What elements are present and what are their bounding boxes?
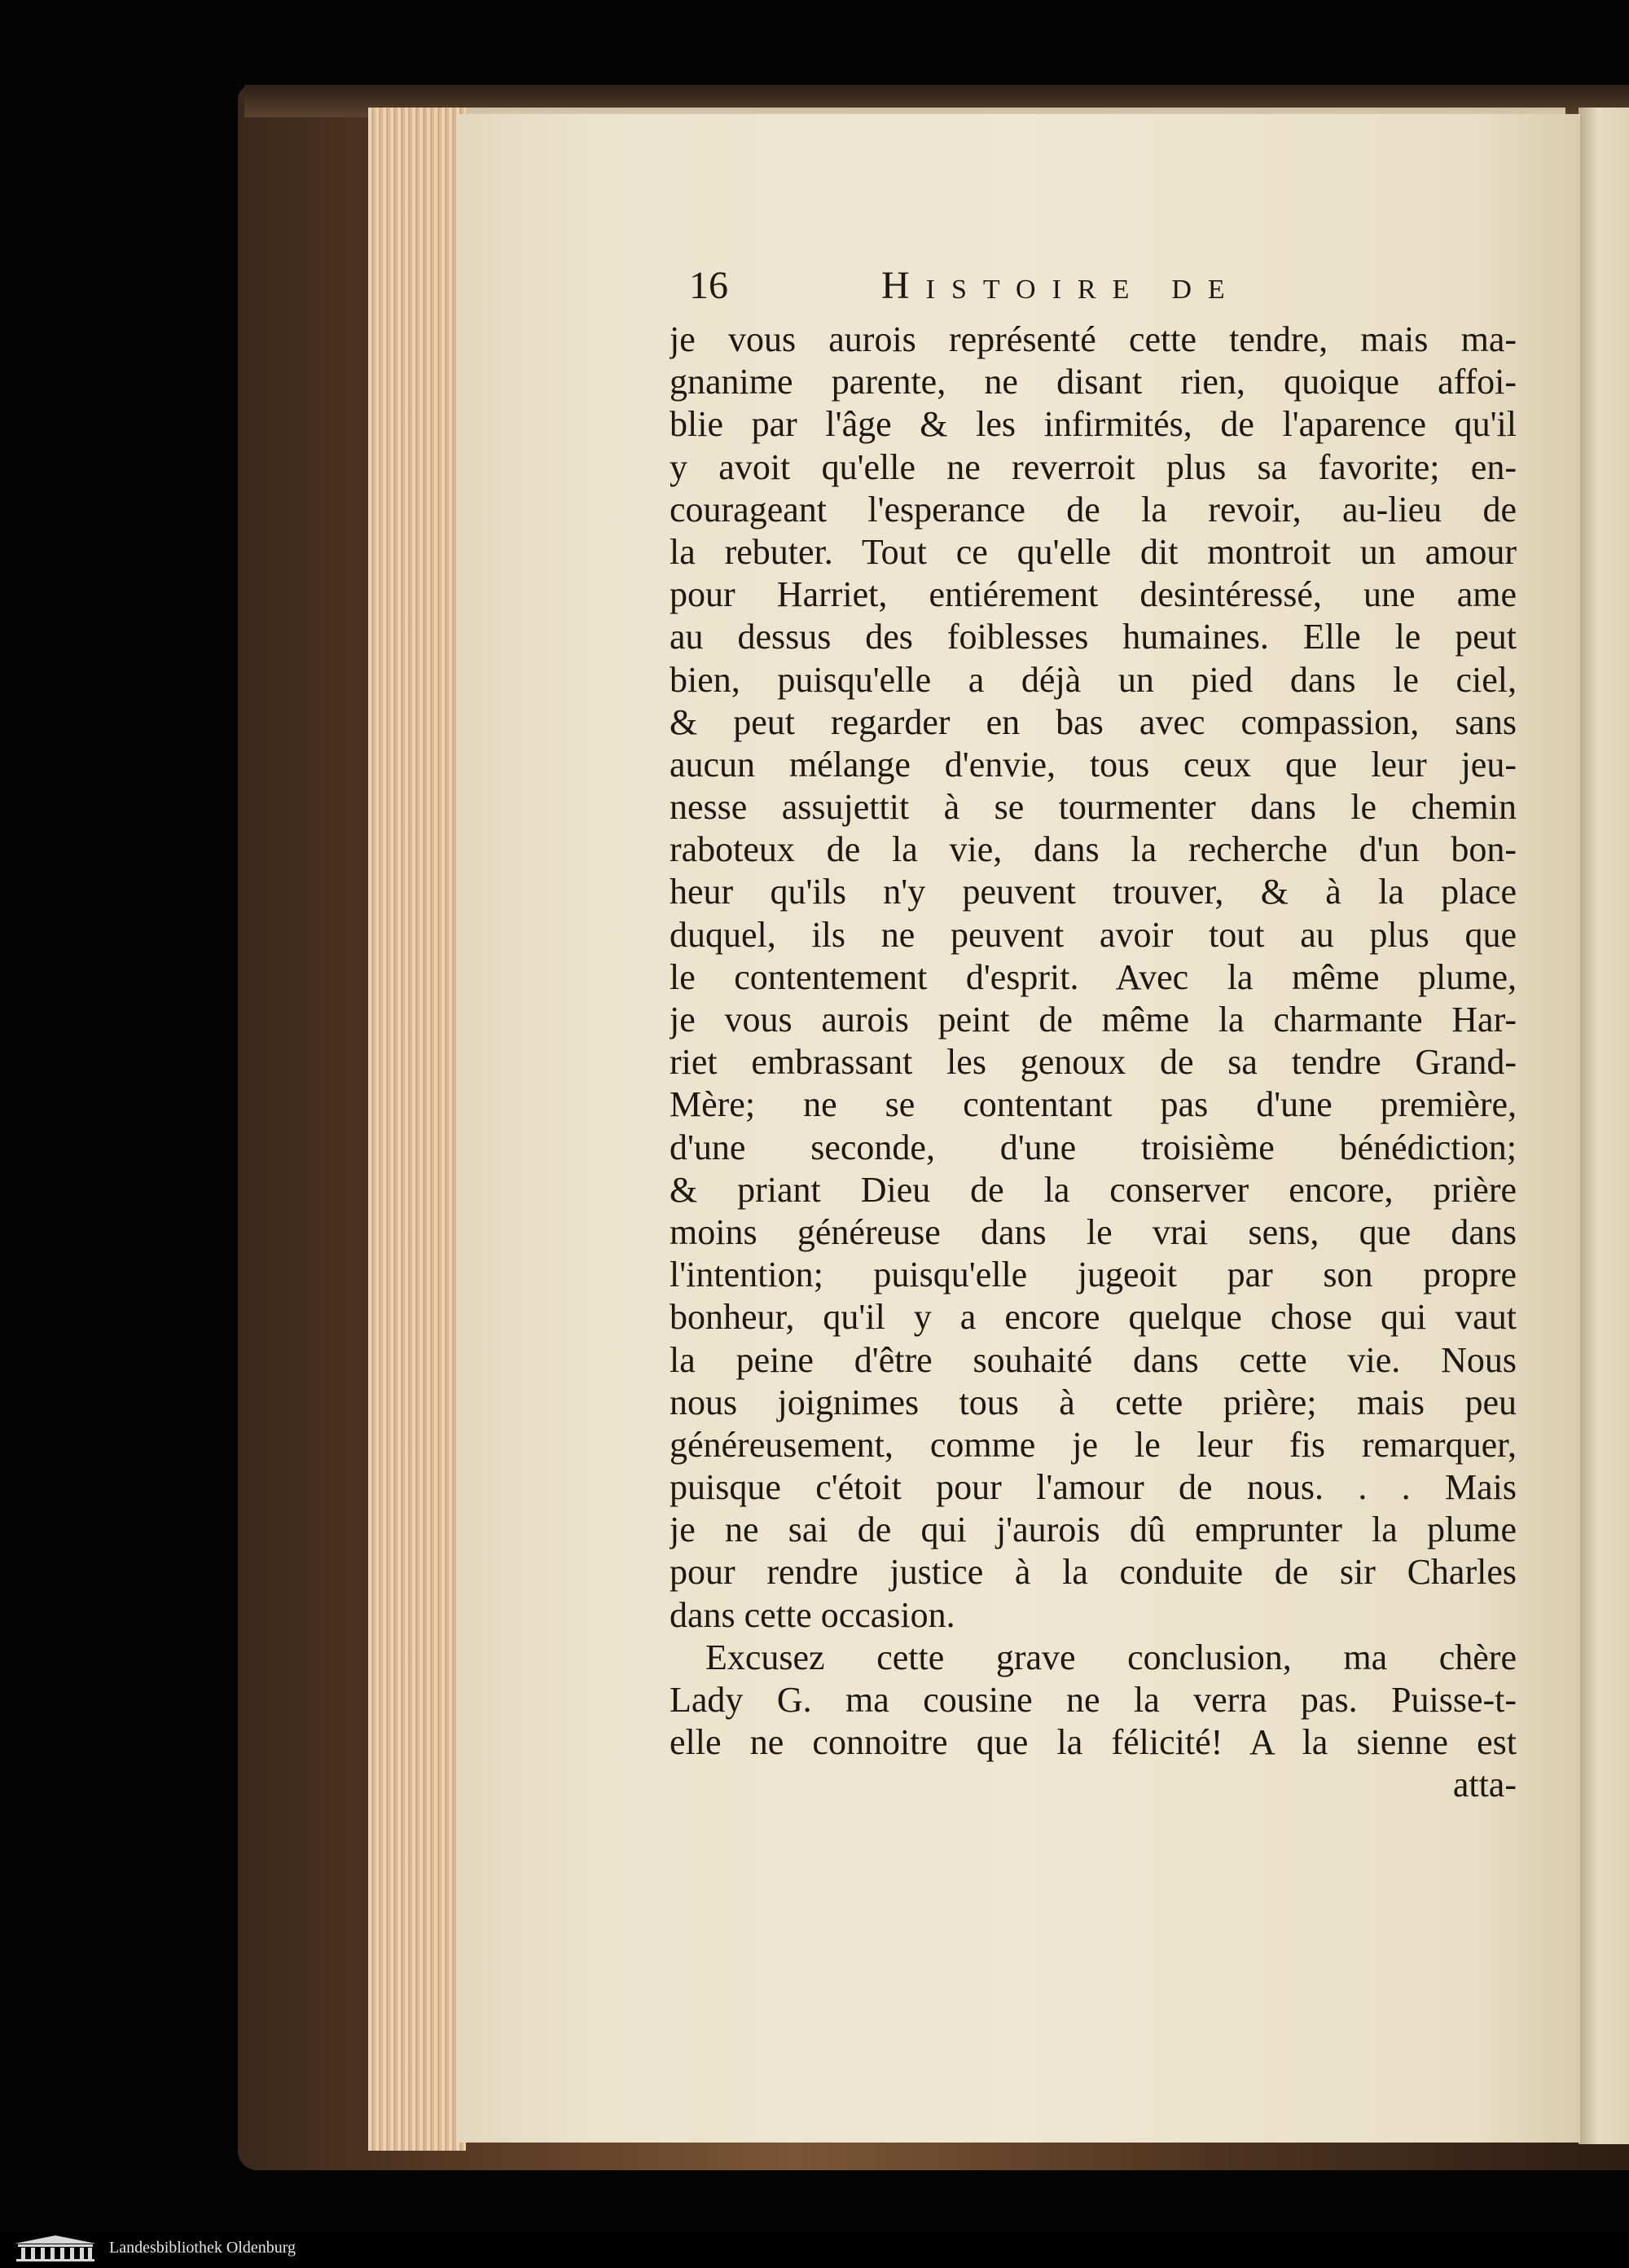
catchword: atta- [1452,1765,1517,1805]
text-line: pour Harriet, entiérement desintéressé, une ame [670,574,1517,615]
text-line: je vous aurois représenté cette tendre, mais ma- [670,319,1517,359]
library-name: Landesbibliothek Oldenburg [109,2239,296,2257]
text-line: y avoit qu'elle ne reverroit plus sa favorite; en- [670,446,1517,487]
text-lines [670,319,1517,1764]
text-line: généreusement, comme je le leur fis remarquer, [670,1424,1517,1465]
page-text [670,265,1517,1806]
text-line: duquel, ils ne peuvent avoir tout au plus que [670,914,1517,955]
text-line: heur qu'ils n'y peuvent trouver, & à la place [670,872,1517,912]
text-line: je vous aurois peint de même la charmante Har- [670,1000,1517,1040]
facing-page-edge [1579,108,1629,2144]
text-line: riet embrassant les genoux de sa tendre Grand- [670,1042,1517,1083]
text-line: Lady G. ma cousine ne la verra pas. Puisse-t- [670,1680,1517,1720]
library-building-icon [11,2234,99,2263]
text-line: pour rendre justice à la conduite de sir Charles [670,1552,1517,1593]
text-line: le contentement d'esprit. Avec la même plume, [670,956,1517,997]
text-line: d'une seconde, d'une troisième bénédiction; [670,1127,1517,1167]
text-line: courageant l'esperance de la revoir, au-lieu de [670,489,1517,530]
text-line: Excusez cette grave conclusion, ma chère [705,1637,1517,1677]
text-line: je ne sai de qui j'aurois dû emprunter la plume [670,1510,1517,1550]
text-line: & priant Dieu de la conserver encore, prière [670,1169,1517,1210]
text-line: bien, puisqu'elle a déjà un pied dans le ciel, [670,659,1517,700]
running-head [670,265,1517,319]
page-number: 16 [689,264,728,307]
running-head-title: Histoire de [881,264,1241,307]
text-line: au dessus des foiblesses humaines. Elle le peut [670,617,1517,657]
text-line: puisque c'étoit pour l'amour de nous. . . Mais [670,1467,1517,1508]
text-line: & peut regarder en bas avec compassion, sans [670,701,1517,742]
page-stack-edge [368,108,466,2151]
text-line: la peine d'être souhaité dans cette vie. Nous [670,1339,1517,1380]
text-line: gnanime parente, ne disant rien, quoique affoi- [670,362,1517,402]
text-line: la rebuter. Tout ce qu'elle dit montroit un amour [670,531,1517,572]
text-line: blie par l'âge & les infirmités, de l'aparence qu'il [670,404,1517,445]
text-line: nesse assujettit à se tourmenter dans le chemin [670,787,1517,828]
text-line: l'intention; puisqu'elle jugeoit par son propre [670,1255,1517,1295]
text-line: Mère; ne se contentant pas d'une première, [670,1084,1517,1125]
text-line: nous joignimes tous à cette prière; mais peu [670,1382,1517,1422]
text-line: elle ne connoitre que la félicité! A la sienne est [670,1722,1517,1763]
text-line: raboteux de la vie, dans la recherche d'un bon- [670,829,1517,870]
text-line: dans cette occasion. [670,1594,955,1635]
text-line: bonheur, qu'il y a encore quelque chose qui vaut [670,1297,1517,1338]
text-line: moins généreuse dans le vrai sens, que dans [670,1211,1517,1252]
text-line: aucun mélange d'envie, tous ceux que leur jeu- [670,744,1517,785]
